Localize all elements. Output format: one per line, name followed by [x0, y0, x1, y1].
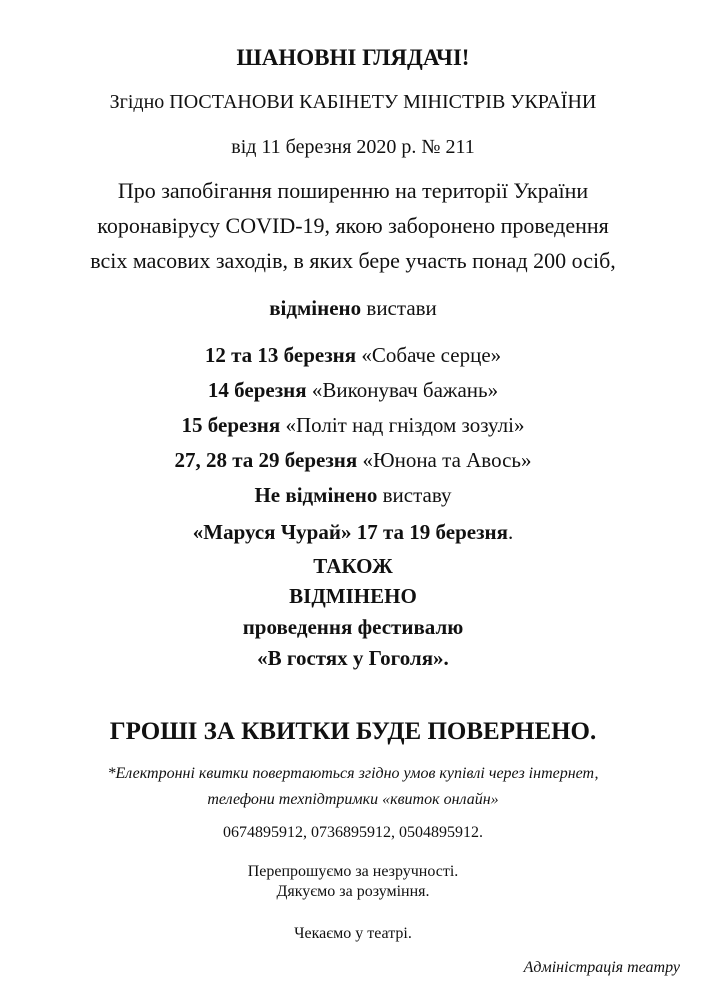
apology-line-1: Перепрошуємо за незручності.	[247, 863, 459, 880]
paragraph-line-3: всіх масових заходів, в яких бере участь понад 200 осіб,	[90, 248, 616, 273]
festival-event: проведення фестивалю	[242, 615, 464, 639]
paragraph-line-2: коронавірусу COVID-19, якою заборонено проведення	[97, 213, 609, 238]
festival-also: ТАКОЖ	[313, 554, 393, 578]
invite-line: Чекаємо у театрі.	[294, 925, 412, 942]
notice-title: ШАНОВНІ ГЛЯДАЧІ!	[236, 45, 470, 70]
cancelled-show-4	[0, 450, 706, 471]
show-dates: 27, 28 та 29 березня	[174, 448, 358, 472]
not-cancelled-intro	[0, 485, 706, 506]
phone-numbers: 0674895912, 0736895912, 0504895912.	[223, 824, 483, 841]
decree-line: Згідно ПОСТАНОВИ КАБІНЕТУ МІНІСТРІВ УКРАЇНИ	[109, 91, 597, 113]
note-line-2: телефони техпідтримки «квиток онлайн»	[207, 791, 499, 808]
festival-cancelled: ВІДМІНЕНО	[289, 584, 417, 608]
not-cancelled-rest: виставу	[377, 483, 452, 507]
show-title: «Виконувач бажань»	[306, 378, 499, 402]
paragraph-line-1: Про запобігання поширенню на території України	[117, 178, 589, 203]
show-dates: 14 березня	[207, 378, 307, 402]
not-cancelled-show	[0, 522, 706, 543]
show-title: «Собаче серце»	[356, 343, 502, 367]
cancelled-show-3	[0, 415, 706, 436]
show-title: «Політ над гніздом зозулі»	[280, 413, 525, 437]
show-dates: 15 березня	[181, 413, 281, 437]
cancelled-show-2	[0, 380, 706, 401]
festival-name: «В гостях у Гоголя».	[257, 646, 449, 670]
apology-line-2: Дякуємо за розуміння.	[276, 883, 430, 900]
not-cancelled-show-end: .	[507, 520, 514, 544]
note-line-1: *Електронні квитки повертаються згідно умов купівлі через інтернет,	[107, 765, 599, 782]
cancelled-intro-bold: відмінено	[269, 296, 362, 320]
cancelled-show-1	[0, 345, 706, 366]
not-cancelled-bold: Не відмінено	[254, 483, 378, 507]
show-title: «Юнона та Авось»	[357, 448, 532, 472]
cancelled-intro-rest: вистави	[361, 296, 437, 320]
decree-date: від 11 березня 2020 р. № 211	[231, 136, 475, 158]
refund-notice: ГРОШІ ЗА КВИТКИ БУДЕ ПОВЕРНЕНО.	[109, 718, 597, 745]
signature: Адміністрація театру	[523, 959, 680, 976]
not-cancelled-show-line: «Маруся Чурай» 17 та 19 березня	[192, 520, 508, 544]
show-dates: 12 та 13 березня	[204, 343, 357, 367]
cancelled-intro	[0, 298, 706, 319]
